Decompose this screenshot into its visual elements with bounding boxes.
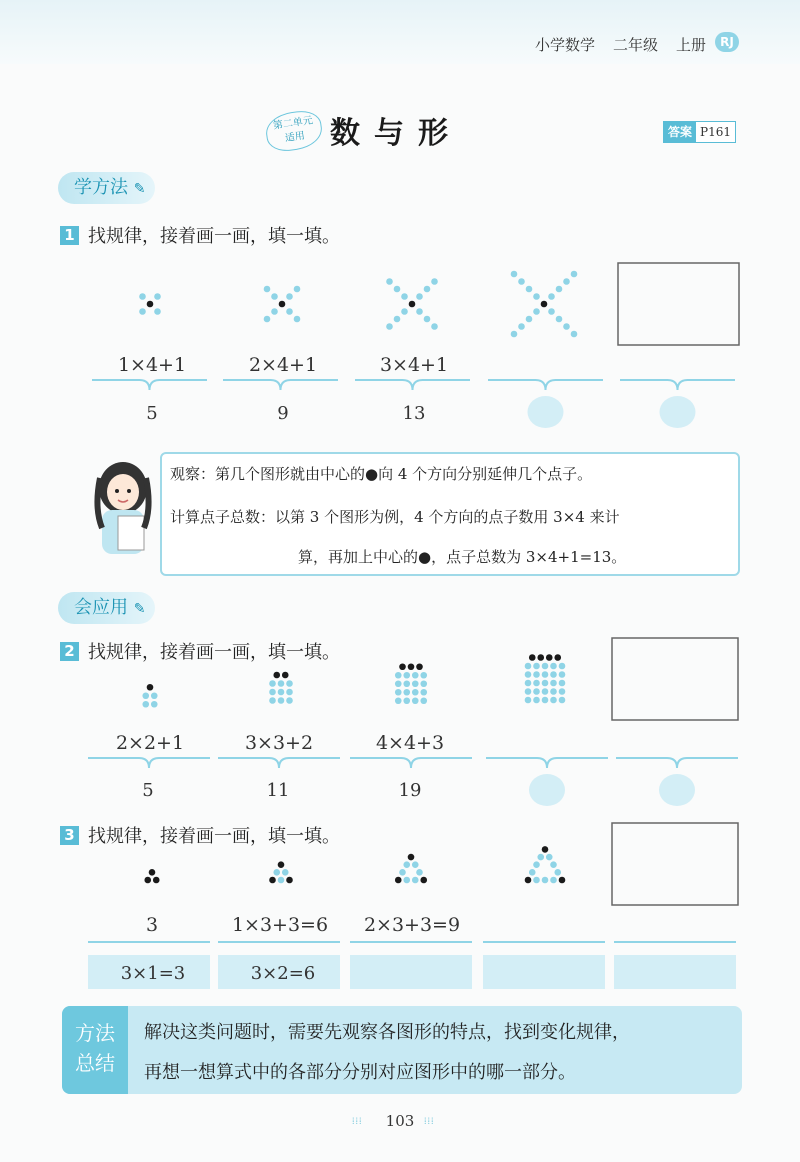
dot [420, 697, 427, 704]
dot [264, 286, 271, 293]
dot [395, 680, 402, 687]
summary-tag-line1: 方法 [75, 1021, 115, 1045]
q1-result-1: 5 [146, 403, 158, 424]
dot [412, 680, 419, 687]
answer-page: P161 [696, 122, 735, 142]
dot [269, 877, 276, 884]
dot [542, 663, 549, 670]
dot [525, 663, 532, 670]
summary-tag [62, 1006, 128, 1094]
dot [144, 877, 151, 884]
dot [403, 697, 410, 704]
dot [286, 308, 293, 315]
dot [518, 278, 525, 285]
dot [264, 316, 271, 323]
q3-result-1: 3×1=3 [120, 963, 186, 984]
dot [542, 877, 549, 884]
section-apply [58, 592, 155, 624]
answer-bar[interactable] [614, 955, 736, 989]
q1-figures [139, 271, 577, 338]
dot [401, 308, 408, 315]
bracket [486, 758, 608, 768]
section-learn-label: 学方法 [74, 177, 128, 198]
dot [154, 293, 161, 300]
dot [399, 869, 406, 876]
dot [550, 697, 557, 704]
q3-draw-box[interactable] [612, 823, 738, 905]
dot [559, 680, 566, 687]
dot [563, 278, 570, 285]
dot [542, 671, 549, 678]
dot [556, 286, 563, 293]
dot [537, 854, 544, 861]
dot [533, 293, 540, 300]
answer-bar[interactable] [483, 955, 605, 989]
dot [420, 877, 427, 884]
summary-line2: 再想一想算式中的各部分分别对应图形中的哪一部分。 [144, 1062, 576, 1083]
dot [412, 672, 419, 679]
dot [533, 688, 540, 695]
dot [533, 861, 540, 868]
dot [412, 689, 419, 696]
dot [533, 671, 540, 678]
dot [525, 877, 532, 884]
dot [151, 701, 158, 708]
dot [416, 869, 423, 876]
dot [271, 308, 278, 315]
dot [554, 654, 561, 661]
girl-avatar [88, 458, 158, 558]
dot [386, 278, 393, 285]
dot [279, 301, 286, 308]
dot [542, 846, 549, 853]
dot [525, 671, 532, 678]
q2-result-2: 11 [266, 780, 290, 801]
bracket [92, 380, 207, 390]
q1-result-2: 9 [277, 403, 289, 424]
dot [394, 286, 401, 293]
dot [147, 684, 154, 691]
dot [542, 688, 549, 695]
bracket [218, 758, 340, 768]
answer-circle[interactable] [529, 774, 565, 806]
dot [533, 697, 540, 704]
dot [542, 680, 549, 687]
dot [278, 689, 285, 696]
bracket [223, 380, 338, 390]
dot [533, 877, 540, 884]
header-subject: 小学数学 [535, 36, 596, 54]
bracket [355, 380, 470, 390]
footer-dots-right: ⁞⁞⁞ [424, 1117, 435, 1127]
dot [395, 877, 402, 884]
dot [571, 331, 578, 338]
dot [431, 323, 438, 330]
dot [511, 271, 518, 278]
q1-expr-3: 3×4+1 [379, 354, 449, 376]
q2-result-1: 5 [142, 780, 154, 801]
dot [559, 697, 566, 704]
dot [526, 316, 533, 323]
q2-number: 2 [60, 642, 79, 661]
q2-prompt: 找规律，接着画一画，填一填。 [88, 642, 340, 663]
dot [424, 316, 431, 323]
dot [511, 331, 518, 338]
dot [412, 697, 419, 704]
q2-expr-2: 3×3+2 [244, 732, 314, 754]
unit-badge-line1: 第二单元 [272, 115, 314, 132]
observation-line3: 算，再加上中心的●，点子总数为 3×4+1=13。 [298, 548, 627, 566]
dot [526, 286, 533, 293]
dot [282, 672, 289, 679]
dot [278, 697, 285, 704]
dot [420, 680, 427, 687]
q3-prompt: 找规律，接着画一画，填一填。 [88, 826, 340, 847]
q2-expr-3: 4×4+3 [375, 732, 445, 754]
dot [554, 869, 561, 876]
dot [533, 680, 540, 687]
dot [401, 293, 408, 300]
dot [278, 680, 285, 687]
answer-label: 答案 [664, 122, 696, 142]
bracket [616, 758, 738, 768]
dot [278, 861, 285, 868]
dot [559, 688, 566, 695]
dot [286, 680, 293, 687]
dot [286, 697, 293, 704]
q2-result-3: 19 [398, 780, 422, 801]
dot [154, 308, 161, 315]
dot [269, 697, 276, 704]
dot [424, 286, 431, 293]
dot [139, 308, 146, 315]
dot [394, 316, 401, 323]
dot [556, 316, 563, 323]
dot [403, 672, 410, 679]
dot [559, 663, 566, 670]
edition-badge: RJ [715, 32, 739, 52]
answer-circle[interactable] [659, 774, 695, 806]
q1-prompt: 找规律，接着画一画，填一填。 [88, 226, 340, 247]
footer-dots-left: ⁞⁞⁞ [352, 1117, 363, 1127]
bracket [488, 380, 603, 390]
dot [563, 323, 570, 330]
dot [416, 293, 423, 300]
observation-line1: 观察：第几个图形就由中心的●向 4 个方向分别延伸几个点子。 [170, 465, 593, 483]
dot [550, 663, 557, 670]
dot [294, 286, 301, 293]
dot [533, 308, 540, 315]
dot [147, 301, 154, 308]
dot [541, 301, 548, 308]
dot [403, 877, 410, 884]
dot [395, 689, 402, 696]
dot [403, 861, 410, 868]
dot [294, 316, 301, 323]
dot [420, 672, 427, 679]
dot [533, 663, 540, 670]
dot [403, 689, 410, 696]
dot [529, 654, 536, 661]
dot [286, 877, 293, 884]
dot [431, 278, 438, 285]
q1-expr-2: 2×4+1 [248, 354, 318, 376]
q3-result-2: 3×2=6 [250, 963, 316, 984]
q3-figures [144, 846, 565, 883]
dot [559, 671, 566, 678]
dot [525, 697, 532, 704]
dot [525, 680, 532, 687]
dot [420, 689, 427, 696]
dot [273, 869, 280, 876]
dot [571, 271, 578, 278]
dot [409, 301, 416, 308]
dot [548, 308, 555, 315]
dot [559, 877, 566, 884]
answer-circle[interactable] [660, 396, 696, 428]
q1-result-3: 13 [402, 403, 426, 424]
dot [548, 293, 555, 300]
dot [550, 688, 557, 695]
q1-draw-box[interactable] [618, 263, 739, 345]
q3-expr-1: 3 [145, 914, 159, 936]
dot [550, 671, 557, 678]
dot [153, 877, 160, 884]
dot [546, 654, 553, 661]
dot [408, 854, 415, 861]
dot [403, 680, 410, 687]
dot [271, 293, 278, 300]
summary-tag-line2: 总结 [75, 1051, 115, 1075]
header-grade: 二年级 [613, 36, 659, 54]
dot [139, 293, 146, 300]
dot [550, 861, 557, 868]
q1-expr-1: 1×4+1 [117, 354, 187, 376]
dot [542, 697, 549, 704]
dot [269, 689, 276, 696]
dot [525, 688, 532, 695]
dot [395, 672, 402, 679]
dot [537, 654, 544, 661]
bracket [88, 758, 210, 768]
summary-line1: 解决这类问题时，需要先观察各图形的特点，找到变化规律， [144, 1022, 630, 1043]
dot [529, 869, 536, 876]
answer-bar[interactable] [350, 955, 472, 989]
dot [286, 293, 293, 300]
section-apply-label: 会应用 [74, 597, 128, 618]
dot [546, 854, 553, 861]
q3-number: 3 [60, 826, 79, 845]
dot [416, 308, 423, 315]
dot [151, 692, 158, 699]
pencil-icon: ✎ [133, 181, 146, 197]
answer-circle[interactable] [528, 396, 564, 428]
q3-expr-3: 2×3+3=9 [363, 914, 461, 936]
q3-expr-2: 1×3+3=6 [231, 914, 329, 936]
dot [386, 323, 393, 330]
bracket [620, 380, 735, 390]
dot [395, 697, 402, 704]
page-number: 103 [385, 1112, 415, 1130]
header-volume: 上册 [676, 36, 707, 54]
dot [412, 861, 419, 868]
unit-badge-line2: 适用 [284, 130, 306, 145]
dot [142, 701, 149, 708]
observation-line2: 计算点子总数：以第 3 个图形为例，4 个方向的点子数用 3×4 来计 [170, 508, 620, 526]
dot [149, 869, 156, 876]
dot [518, 323, 525, 330]
dot [282, 869, 289, 876]
dot [408, 663, 415, 670]
dot [399, 663, 406, 670]
q2-expr-1: 2×2+1 [115, 732, 185, 754]
q2-draw-box[interactable] [612, 638, 738, 720]
dot [550, 680, 557, 687]
dot [273, 672, 280, 679]
dot [416, 663, 423, 670]
q1-number: 1 [60, 226, 79, 245]
dot [286, 689, 293, 696]
bracket [350, 758, 472, 768]
pencil-icon: ✎ [133, 601, 146, 617]
dot [142, 692, 149, 699]
dot [550, 877, 557, 884]
dot [269, 680, 276, 687]
page-title: 数与形 [330, 116, 462, 151]
dot [278, 877, 285, 884]
dot [412, 877, 419, 884]
